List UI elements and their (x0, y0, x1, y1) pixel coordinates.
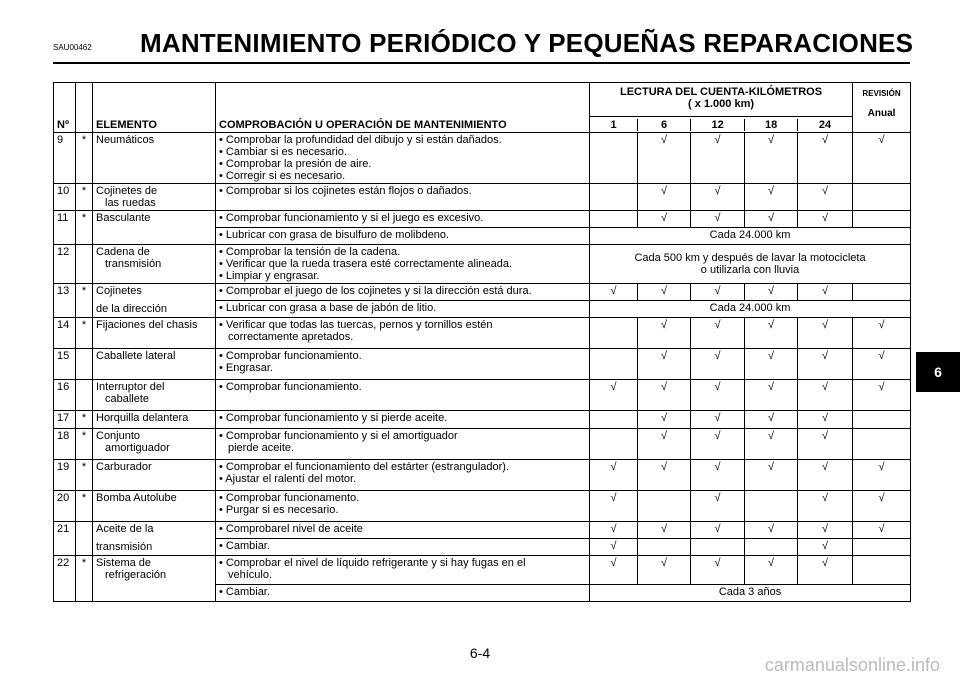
page-number: 6-4 (469, 645, 491, 661)
check-mark: √ (691, 491, 745, 522)
km-24: 24 (818, 118, 832, 131)
check-mark: √ (853, 491, 911, 522)
check-mark: √ (638, 184, 691, 211)
page-title: MANTENIMIENTO PERIÓDICO Y PEQUEÑAS REPARACIONES (140, 28, 914, 58)
odometer-header (590, 83, 852, 117)
check-mark: √ (590, 284, 638, 301)
check-mark: √ (638, 411, 691, 429)
check-mark: √ (853, 380, 911, 411)
watermark: carmanualsonline.info (764, 655, 940, 675)
check-mark: √ (745, 522, 798, 539)
table-row: • Cambiar. Cada 3 años (54, 585, 911, 602)
title-rule (53, 62, 910, 64)
check-mark: √ (745, 460, 798, 491)
maintenance-table (53, 82, 911, 602)
odometer-title: LECTURA DEL CUENTA-KILÓMETROS (619, 86, 823, 98)
check-mark: √ (638, 522, 691, 539)
table-row: 10 * Cojinetes de las ruedas • Comprobar si los cojinetes están flojos o dañados. √ √ √ √ (54, 184, 911, 211)
table-row: 13 * Cojinetes de la dirección • Comprobar el juego de los cojinetes y si la dirección está dura. √ √ √ √ √ (54, 284, 911, 301)
check-mark: √ (691, 349, 745, 380)
check-mark: √ (853, 318, 911, 349)
check-mark: √ (798, 460, 853, 491)
check-mark: √ (590, 539, 638, 556)
check-mark: √ (745, 211, 798, 228)
table-row: 21 Aceite de la transmisión • Comprobarel nivel de aceite √ √ √ √ √ √ (54, 522, 911, 539)
check-mark: √ (638, 284, 691, 301)
check-mark: √ (691, 284, 745, 301)
col-elemento: ELEMENTO (93, 83, 216, 133)
table-row: 20 * Bomba Autolube • Comprobar funcionamento. • Purgar si es necesario. √ √ √ √ (54, 491, 911, 522)
table-row: 14 * Fijaciones del chasis • Verificar que todas las tuercas, pernos y tornillos estén correctamente apretados. √ √ √ √ √ (54, 318, 911, 349)
check-mark: √ (590, 491, 638, 522)
check-mark: √ (745, 411, 798, 429)
check-mark: √ (798, 133, 853, 184)
check-mark: √ (745, 184, 798, 211)
check-mark: √ (798, 429, 853, 460)
check-mark: √ (638, 556, 691, 585)
check-mark: √ (798, 491, 853, 522)
check-mark: √ (798, 318, 853, 349)
check-mark: √ (590, 522, 638, 539)
table-row: 16 Interruptor del caballete • Comprobar funcionamiento. √ √ √ √ √ √ (54, 380, 911, 411)
table-row: 12 Cadena de transmisión • Comprobar la tensión de la cadena. • Verificar que la rueda trasera esté correctamente alineada. • Limpiar y engrasar. Cada 500 km y después de lavar la motocicleta o utilizarla con lluvia (54, 245, 911, 284)
check-mark: √ (798, 380, 853, 411)
check-mark: √ (691, 184, 745, 211)
check-mark: √ (691, 556, 745, 585)
table-row: • Cambiar. √ √ (54, 539, 911, 556)
table-row: 9 * Neumáticos • Comprobar la profundidad del dibujo y si están dañados. • Cambiar si es necesario. • Comprobar la presión de aire. • Corregir si es necesario. √ √ √ √ √ (54, 133, 911, 184)
check-mark: √ (638, 133, 691, 184)
header-row (54, 83, 911, 133)
check-mark: √ (798, 539, 853, 556)
check-mark: √ (853, 133, 911, 184)
table-row: 17 * Horquilla delantera • Comprobar funcionamiento y si pierde aceite. √ √ √ √ (54, 411, 911, 429)
check-mark: √ (638, 380, 691, 411)
check-mark: √ (691, 522, 745, 539)
check-mark: √ (638, 429, 691, 460)
check-mark: √ (745, 133, 798, 184)
table-row: • Lubricar con grasa a base de jabón de litio. Cada 24.000 km (54, 301, 911, 318)
table-row: 18 * Conjunto amortiguador • Comprobar funcionamiento y si el amortiguador pierde aceite. √ √ √ √ (54, 429, 911, 460)
chapter-tab: 6 (916, 352, 960, 392)
table-row: • Lubricar con grasa de bisulfuro de molibdeno. Cada 24.000 km (54, 228, 911, 245)
check-mark: √ (638, 460, 691, 491)
check-mark: √ (691, 211, 745, 228)
section-code: SAU00462 (53, 43, 92, 52)
col-no: Nº (54, 83, 76, 133)
table-row: 19 * Carburador • Comprobar el funcionamiento del estárter (estrangulador). • Ajustar el ralentí del motor. √ √ √ √ √ √ (54, 460, 911, 491)
check-mark: √ (691, 411, 745, 429)
check-mark: √ (691, 133, 745, 184)
check-mark: √ (853, 460, 911, 491)
check-mark: √ (853, 349, 911, 380)
check-mark: √ (745, 556, 798, 585)
km-1: 1 (590, 119, 638, 131)
check-mark: √ (745, 380, 798, 411)
check-mark: √ (638, 211, 691, 228)
check-mark: √ (745, 429, 798, 460)
table-row: 15 Caballete lateral • Comprobar funcionamiento. • Engrasar. √ √ √ √ √ (54, 349, 911, 380)
check-mark: √ (590, 380, 638, 411)
table-row: 22 * Sistema de refrigeración • Comprobar el nivel de líquido refrigerante y si hay fugas en el vehículo. √ √ √ √ √ (54, 556, 911, 585)
check-mark: √ (745, 284, 798, 301)
check-mark: √ (691, 318, 745, 349)
check-mark: √ (745, 318, 798, 349)
check-mark: √ (798, 522, 853, 539)
check-mark: √ (691, 429, 745, 460)
check-mark: √ (590, 460, 638, 491)
check-mark: √ (745, 349, 798, 380)
check-mark: √ (638, 318, 691, 349)
check-mark: √ (798, 211, 853, 228)
check-mark: √ (590, 556, 638, 585)
odometer-unit: ( x 1.000 km) (687, 98, 755, 110)
km-12: 12 (691, 119, 745, 131)
check-mark: √ (853, 522, 911, 539)
revision-header: REVISIÓN Anual (853, 83, 911, 133)
col-star (76, 83, 93, 133)
check-mark: √ (798, 284, 853, 301)
check-mark: √ (798, 556, 853, 585)
table-row: 11 * Basculante • Comprobar funcionamiento y si el juego es excesivo. √ √ √ √ (54, 211, 911, 228)
km-18: 18 (745, 119, 798, 131)
check-mark: √ (798, 349, 853, 380)
km-6: 6 (638, 119, 691, 131)
check-mark: √ (691, 460, 745, 491)
check-mark: √ (691, 380, 745, 411)
check-mark: √ (798, 411, 853, 429)
check-mark: √ (638, 349, 691, 380)
check-mark: √ (798, 184, 853, 211)
col-operacion: COMPROBACIÓN U OPERACIÓN DE MANTENIMIENTO (216, 83, 590, 133)
